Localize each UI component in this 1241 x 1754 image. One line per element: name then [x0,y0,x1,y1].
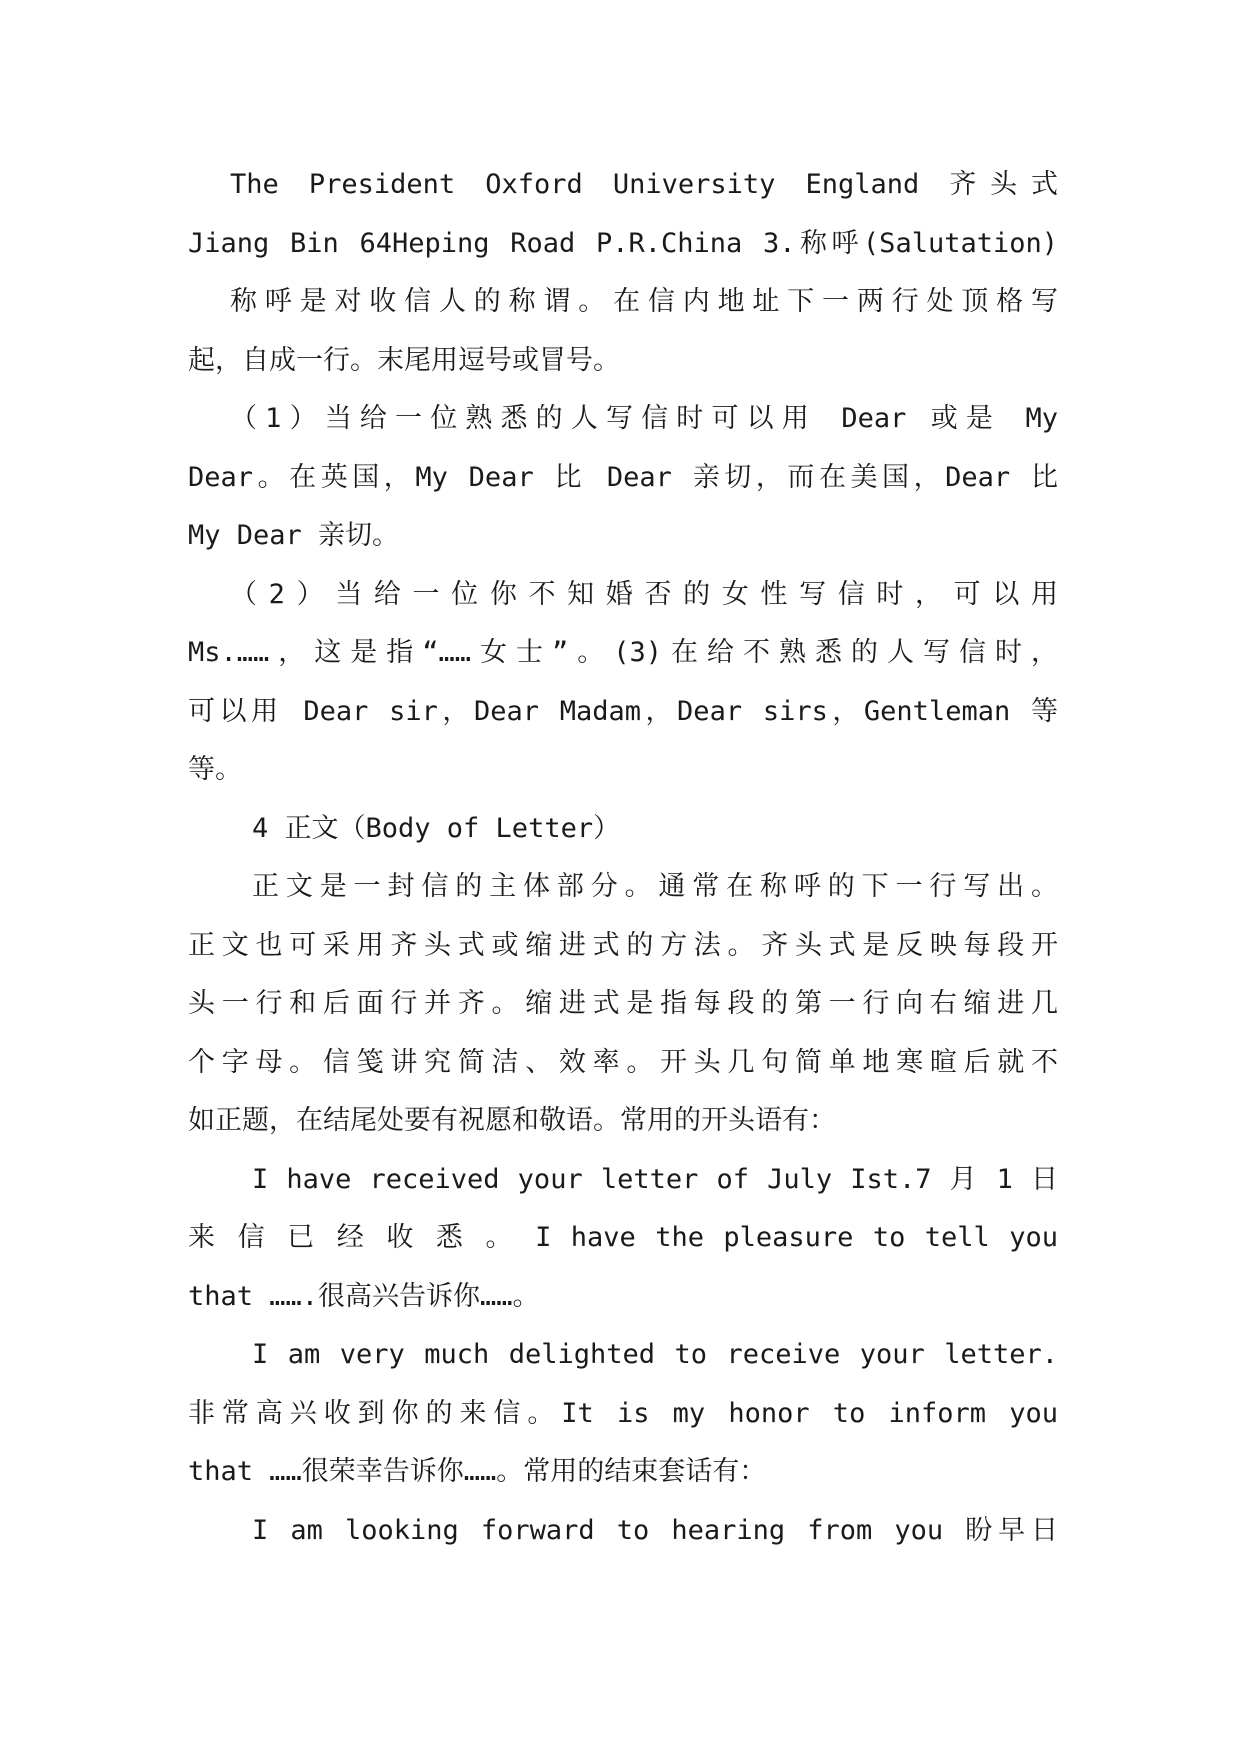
text-line: that …….很高兴告诉你……。 [188,1280,540,1312]
text-line: （2）当给一位你不知婚否的女性写信时，可以用 [230,578,1058,610]
section-heading: 4 正文（Body of Letter） [252,812,621,844]
text-line: 非常高兴收到你的来信。It is my honor to inform you [188,1397,1058,1429]
text-line: （1）当给一位熟悉的人写信时可以用 Dear 或是 My [230,403,1058,434]
text-line: 如正题，在结尾处要有祝愿和敬语。常用的开头语有： [188,1105,836,1136]
text-line: 可以用 Dear sir，Dear Madam，Dear sirs，Gentleman 等 [188,695,1058,727]
text-line: 个字母。信笺讲究简洁、效率。开头几句简单地寒暄后就不 [188,1046,1058,1078]
document-body [188,156,1058,1560]
text-line: that ……很荣幸告诉你……。常用的结束套话有： [188,1456,767,1487]
text-line: My Dear 亲切。 [188,520,400,551]
text-line: I have received your letter of July Ist.7 月 1 日 [252,1163,1058,1195]
text-line: 称呼是对收信人的称谓。在信内地址下一两行处顶格写 [230,286,1058,317]
text-line: 头一行和后面行并齐。缩进式是指每段的第一行向右缩进几 [188,988,1058,1019]
text-line: Ms.……，这是指“……女士”。(3)在给不熟悉的人写信时， [188,637,1058,668]
text-line: 等。 [188,754,242,785]
text-line: Dear。在英国，My Dear 比 Dear 亲切，而在美国，Dear 比 [188,461,1058,493]
text-line: Jiang Bin 64Heping Road P.R.China 3.称呼(Salutation) [188,227,1058,259]
text-line: 起，自成一行。末尾用逗号或冒号。 [188,344,620,376]
text-line: 来 信 已 经 收 悉 。 I have the pleasure to tell you [188,1222,1058,1253]
text-line: I am very much delighted to receive your letter. [252,1339,1058,1370]
text-line: 正文也可采用齐头式或缩进式的方法。齐头式是反映每段开 [188,929,1058,961]
text-line: 正文是一封信的主体部分。通常在称呼的下一行写出。 [252,871,1058,902]
text-line: The President Oxford University England 齐头式 [230,169,1058,200]
text-line: I am looking forward to hearing from you 盼早日 [252,1514,1058,1546]
